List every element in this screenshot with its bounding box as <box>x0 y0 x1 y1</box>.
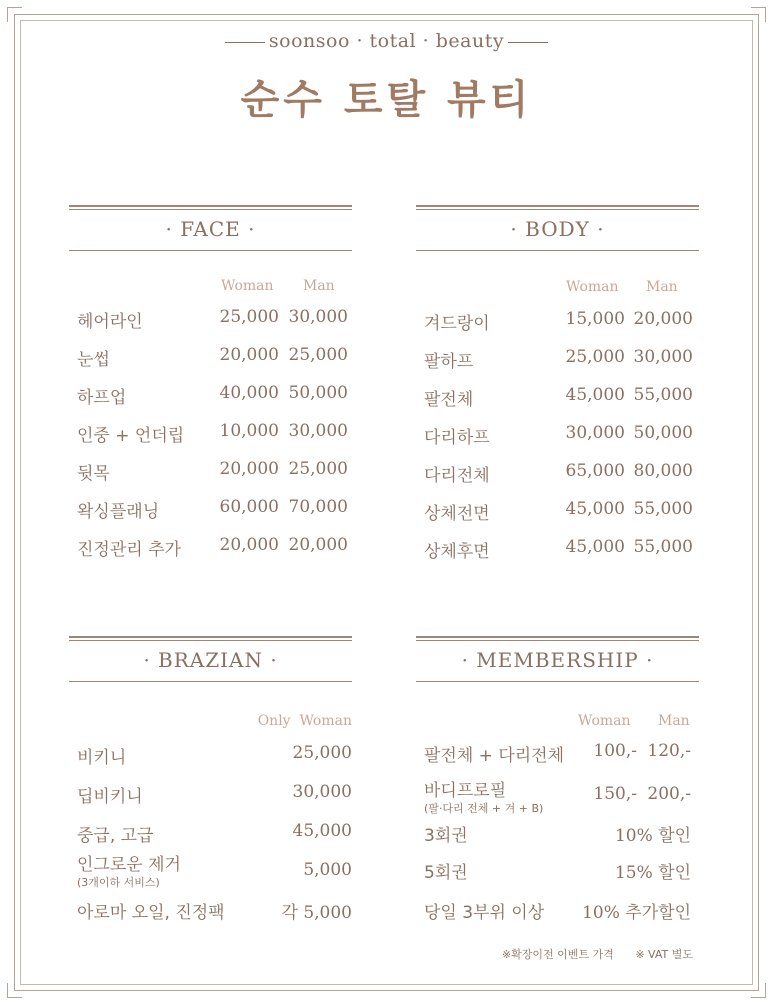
body-item-name: 팔하프 <box>424 352 474 372</box>
body-woman-price: 15,000 <box>565 309 625 329</box>
body-row <box>416 499 699 523</box>
face-col-woman: Woman <box>221 278 274 294</box>
membership-item-name: 팔전체 + 다리전체 <box>424 746 565 766</box>
face-row <box>69 345 352 369</box>
body-item-name: 다리전체 <box>424 466 490 486</box>
face-man-price: 30,000 <box>288 421 348 441</box>
face-row <box>69 421 352 445</box>
face-man-price: 25,000 <box>288 345 348 365</box>
face-woman-price: 60,000 <box>219 497 279 517</box>
brazian-price: 25,000 <box>292 743 352 763</box>
brazian-item-note: (3개이하 서비스) <box>77 876 160 889</box>
brazian-row <box>69 898 352 922</box>
face-woman-price: 40,000 <box>219 383 279 403</box>
face-woman-price: 10,000 <box>219 421 279 441</box>
body-col-man: Man <box>646 279 678 295</box>
membership-section <box>416 636 699 936</box>
body-row <box>416 385 699 409</box>
membership-item-note: (팔·다리 전체 + 겨 + B) <box>424 802 544 815</box>
body-woman-price: 45,000 <box>565 537 625 557</box>
face-item-name: 헤어라인 <box>77 312 143 332</box>
face-man-price: 30,000 <box>288 307 348 327</box>
face-man-price: 25,000 <box>288 459 348 479</box>
body-man-price: 30,000 <box>633 347 693 367</box>
membership-col-man: Man <box>658 713 690 729</box>
membership-row <box>416 776 699 815</box>
corner-ornament <box>751 7 766 22</box>
body-item-name: 다리하프 <box>424 428 490 448</box>
face-man-price: 20,000 <box>288 535 348 555</box>
corner-ornament <box>7 7 22 22</box>
body-woman-price: 30,000 <box>565 423 625 443</box>
body-man-price: 80,000 <box>633 461 693 481</box>
page-title: 순수 토탈 뷰티 <box>240 77 533 123</box>
membership-item-name: 5회권 <box>424 863 468 883</box>
membership-item-name: 당일 3부위 이상 <box>424 903 545 923</box>
brazian-item-name: 딥비키니 <box>77 787 143 807</box>
body-section <box>416 205 699 565</box>
brazian-title: · BRAZIAN · <box>143 648 278 672</box>
face-row <box>69 307 352 331</box>
membership-woman-price: 100,- <box>593 741 637 761</box>
brand-subtitle <box>0 30 773 52</box>
brazian-item-name: 인그로운 제거 <box>77 855 181 875</box>
face-woman-price: 20,000 <box>219 345 279 365</box>
body-man-price: 50,000 <box>633 423 693 443</box>
face-man-price: 50,000 <box>288 383 348 403</box>
face-item-name: 하프업 <box>77 388 127 408</box>
membership-discount: 10% 할인 <box>614 826 691 846</box>
brazian-col-only-woman: Only Woman <box>257 713 352 729</box>
membership-man-price: 200,- <box>647 784 691 804</box>
membership-col-woman: Woman <box>578 713 631 729</box>
membership-item-name: 바디프로필 <box>424 781 507 801</box>
brazian-item-name: 비키니 <box>77 748 127 768</box>
membership-woman-price: 150,- <box>593 784 637 804</box>
brazian-price: 30,000 <box>292 782 352 802</box>
brazian-header <box>69 636 352 682</box>
body-woman-price: 45,000 <box>565 385 625 405</box>
brazian-row <box>69 821 352 845</box>
membership-header <box>416 636 699 682</box>
membership-discount: 15% 할인 <box>614 863 691 883</box>
face-item-name: 눈썹 <box>77 350 110 370</box>
face-row <box>69 459 352 483</box>
body-woman-price: 25,000 <box>565 347 625 367</box>
body-item-name: 팔전체 <box>424 390 474 410</box>
brazian-row <box>69 850 352 889</box>
brazian-price: 5,000 <box>303 860 352 880</box>
membership-discount: 10% 추가할인 <box>582 903 691 923</box>
membership-row <box>416 821 699 845</box>
body-woman-price: 65,000 <box>565 461 625 481</box>
body-header <box>416 205 699 251</box>
brazian-item-name: 아로마 오일, 진정팩 <box>77 903 225 923</box>
body-row <box>416 423 699 447</box>
body-col-woman: Woman <box>566 279 619 295</box>
membership-row <box>416 741 699 765</box>
membership-title: · MEMBERSHIP · <box>461 648 654 672</box>
face-woman-price: 20,000 <box>219 535 279 555</box>
brazian-price: 45,000 <box>292 821 352 841</box>
body-woman-price: 45,000 <box>565 499 625 519</box>
face-section <box>69 205 352 565</box>
body-man-price: 55,000 <box>633 537 693 557</box>
face-woman-price: 20,000 <box>219 459 279 479</box>
body-item-name: 상체후면 <box>424 542 490 562</box>
face-col-man: Man <box>303 278 335 294</box>
body-man-price: 55,000 <box>633 385 693 405</box>
body-row <box>416 461 699 485</box>
face-row <box>69 535 352 559</box>
face-item-name: 뒷목 <box>77 464 110 484</box>
brazian-price: 각 5,000 <box>281 903 352 923</box>
membership-man-price: 120,- <box>647 741 691 761</box>
face-item-name: 인중 + 언더립 <box>77 426 185 446</box>
face-title: · FACE · <box>165 217 256 241</box>
corner-ornament <box>751 983 766 998</box>
body-row <box>416 347 699 371</box>
footnote-event-price: ※확장이전 이벤트 가격 <box>501 948 614 961</box>
body-man-price: 55,000 <box>633 499 693 519</box>
footnote-vat: ※ VAT 별도 <box>635 948 693 961</box>
body-man-price: 20,000 <box>633 309 693 329</box>
brazian-section <box>69 636 352 936</box>
face-row <box>69 383 352 407</box>
membership-row <box>416 898 699 922</box>
brazian-row <box>69 743 352 767</box>
membership-row <box>416 858 699 882</box>
face-row <box>69 497 352 521</box>
corner-ornament <box>7 983 22 998</box>
face-item-name: 진정관리 추가 <box>77 540 181 560</box>
body-title: · BODY · <box>510 217 605 241</box>
face-woman-price: 25,000 <box>219 307 279 327</box>
brazian-item-name: 중급, 고급 <box>77 826 154 846</box>
body-item-name: 겨드랑이 <box>424 314 490 334</box>
brand-subtitle-text: soonsoo · total · beauty <box>268 30 505 52</box>
face-man-price: 70,000 <box>288 497 348 517</box>
brazian-row <box>69 782 352 806</box>
body-row <box>416 537 699 561</box>
body-item-name: 상체전면 <box>424 504 490 524</box>
footnotes <box>484 946 693 962</box>
body-row <box>416 309 699 333</box>
face-header <box>69 205 352 251</box>
membership-item-name: 3회권 <box>424 826 468 846</box>
face-item-name: 왁싱플래닝 <box>77 502 160 522</box>
